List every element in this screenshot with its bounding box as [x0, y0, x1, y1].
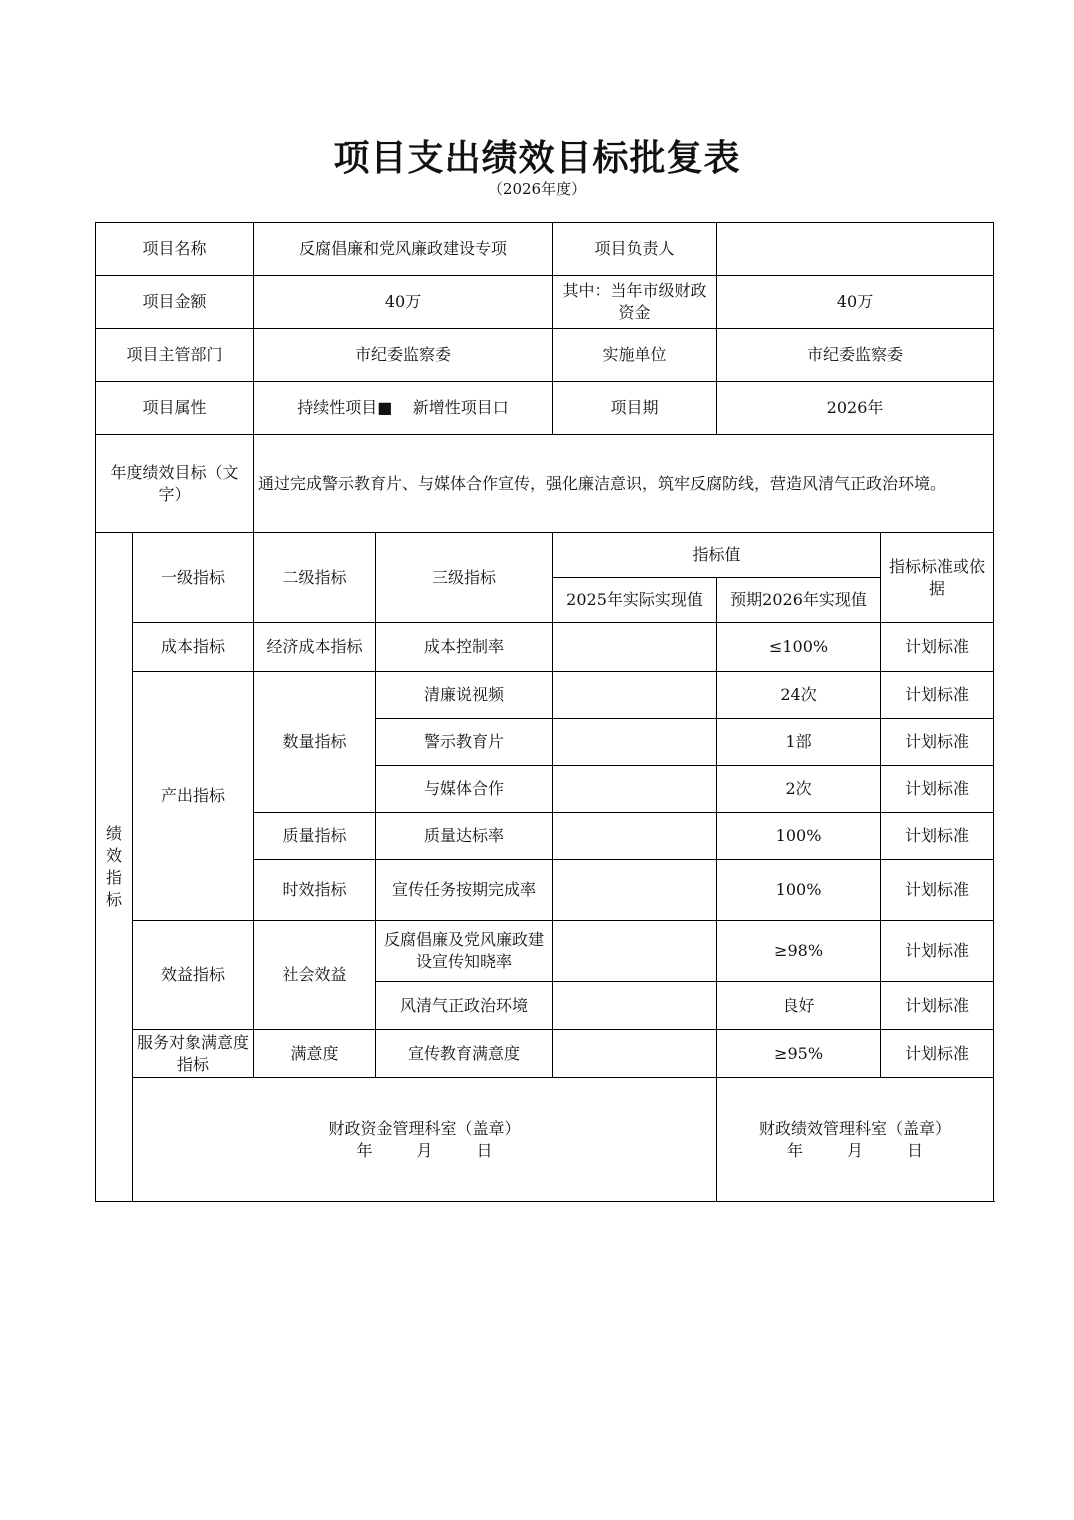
value-2025-cell — [553, 672, 717, 719]
level3-cell: 质量达标率 — [376, 813, 553, 860]
header-basis: 指标标准或依据 — [881, 533, 994, 623]
implementer-value: 市纪委监察委 — [717, 329, 994, 382]
department-label: 项目主管部门 — [96, 329, 254, 382]
value-2025-cell — [553, 623, 717, 672]
value-2025-cell — [553, 766, 717, 813]
row-attribute — [96, 382, 994, 435]
value-2026-cell: 2次 — [717, 766, 881, 813]
row-annual-goal — [96, 435, 994, 533]
basis-cell: 计划标准 — [881, 766, 994, 813]
value-2025-cell — [553, 982, 717, 1030]
level2-quality: 质量指标 — [254, 813, 376, 860]
value-2025-cell — [553, 1030, 717, 1078]
month-label: 月 — [416, 1140, 433, 1160]
fund-office-signature — [133, 1078, 717, 1202]
project-owner-value — [717, 223, 994, 276]
level1-benefit: 效益指标 — [133, 921, 254, 1030]
header-level3: 三级指标 — [376, 533, 553, 623]
row-project-name — [96, 223, 994, 276]
basis-cell: 计划标准 — [881, 1030, 994, 1078]
level3-cell: 宣传教育满意度 — [376, 1030, 553, 1078]
document-title: 项目支出绩效目标批复表 — [333, 137, 741, 179]
level2-economic-cost: 经济成本指标 — [254, 623, 376, 672]
value-2026-cell: 1部 — [717, 719, 881, 766]
level3-cell: 风清气正政治环境 — [376, 982, 553, 1030]
level3-cell: 清廉说视频 — [376, 672, 553, 719]
performance-section-label: 绩效指标 — [96, 533, 133, 1202]
document-subtitle: （2026年度） — [487, 180, 587, 198]
city-funds-value: 40万 — [717, 276, 994, 329]
table-row — [96, 921, 994, 982]
level3-cell: 成本控制率 — [376, 623, 553, 672]
project-name-value: 反腐倡廉和党风廉政建设专项 — [254, 223, 553, 276]
basis-cell: 计划标准 — [881, 623, 994, 672]
level1-output: 产出指标 — [133, 672, 254, 921]
table-row — [96, 1030, 994, 1078]
row-department — [96, 329, 994, 382]
level1-cost: 成本指标 — [133, 623, 254, 672]
row-project-amount — [96, 276, 994, 329]
level2-satisfaction: 满意度 — [254, 1030, 376, 1078]
project-amount-value: 40万 — [254, 276, 553, 329]
performance-office-date — [759, 1140, 951, 1162]
indicator-header-row-1 — [96, 533, 994, 578]
header-level1: 一级指标 — [133, 533, 254, 623]
performance-table — [95, 222, 994, 1202]
fund-office-date — [329, 1140, 521, 1162]
annual-goal-label: 年度绩效目标（文字） — [96, 435, 254, 533]
basis-cell: 计划标准 — [881, 860, 994, 921]
level3-cell: 反腐倡廉及党风廉政建设宣传知晓率 — [376, 921, 553, 982]
value-2025-cell — [553, 921, 717, 982]
header-indicator-value: 指标值 — [553, 533, 881, 578]
performance-office-signature — [717, 1078, 994, 1202]
level3-cell: 宣传任务按期完成率 — [376, 860, 553, 921]
day-label: 日 — [907, 1140, 924, 1160]
value-2026-cell: 良好 — [717, 982, 881, 1030]
project-name-label: 项目名称 — [96, 223, 254, 276]
basis-cell: 计划标准 — [881, 921, 994, 982]
level3-cell: 警示教育片 — [376, 719, 553, 766]
value-2026-cell: 100% — [717, 813, 881, 860]
period-value: 2026年 — [717, 382, 994, 435]
level3-cell: 与媒体合作 — [376, 766, 553, 813]
performance-office-label: 财政绩效管理科室（盖章） — [759, 1118, 952, 1138]
value-2025-cell — [553, 860, 717, 921]
basis-cell: 计划标准 — [881, 813, 994, 860]
day-label: 日 — [476, 1140, 493, 1160]
value-2026-cell: ≥98% — [717, 921, 881, 982]
header-2026-expected: 预期2026年实现值 — [717, 578, 881, 623]
annual-goal-text: 通过完成警示教育片、与媒体合作宣传，强化廉洁意识，筑牢反腐防线，营造风清气正政治环境。 — [254, 435, 994, 533]
period-label: 项目期 — [553, 382, 717, 435]
table-row — [96, 623, 994, 672]
value-2026-cell: 100% — [717, 860, 881, 921]
value-2026-cell: ≥95% — [717, 1030, 881, 1078]
value-2026-cell: ≤100% — [717, 623, 881, 672]
city-funds-label: 其中：当年市级财政资金 — [553, 276, 717, 329]
level2-quantity: 数量指标 — [254, 672, 376, 813]
basis-cell: 计划标准 — [881, 672, 994, 719]
year-label: 年 — [787, 1140, 804, 1160]
basis-cell: 计划标准 — [881, 982, 994, 1030]
attribute-value: 持续性项目■ 新增性项目口 — [254, 382, 553, 435]
project-amount-label: 项目金额 — [96, 276, 254, 329]
basis-cell: 计划标准 — [881, 719, 994, 766]
table-row — [96, 672, 994, 719]
fund-office-label: 财政资金管理科室（盖章） — [328, 1118, 521, 1138]
month-label: 月 — [847, 1140, 864, 1160]
department-value: 市纪委监察委 — [254, 329, 553, 382]
level1-satisfaction: 服务对象满意度指标 — [133, 1030, 254, 1078]
project-owner-label: 项目负责人 — [553, 223, 717, 276]
year-label: 年 — [356, 1140, 373, 1160]
value-2026-cell: 24次 — [717, 672, 881, 719]
level2-social-benefit: 社会效益 — [254, 921, 376, 1030]
attribute-label: 项目属性 — [96, 382, 254, 435]
value-2025-cell — [553, 813, 717, 860]
header-2025-actual: 2025年实际实现值 — [553, 578, 717, 623]
header-level2: 二级指标 — [254, 533, 376, 623]
level2-timeliness: 时效指标 — [254, 860, 376, 921]
value-2025-cell — [553, 719, 717, 766]
signature-row — [96, 1078, 994, 1202]
implementer-label: 实施单位 — [553, 329, 717, 382]
